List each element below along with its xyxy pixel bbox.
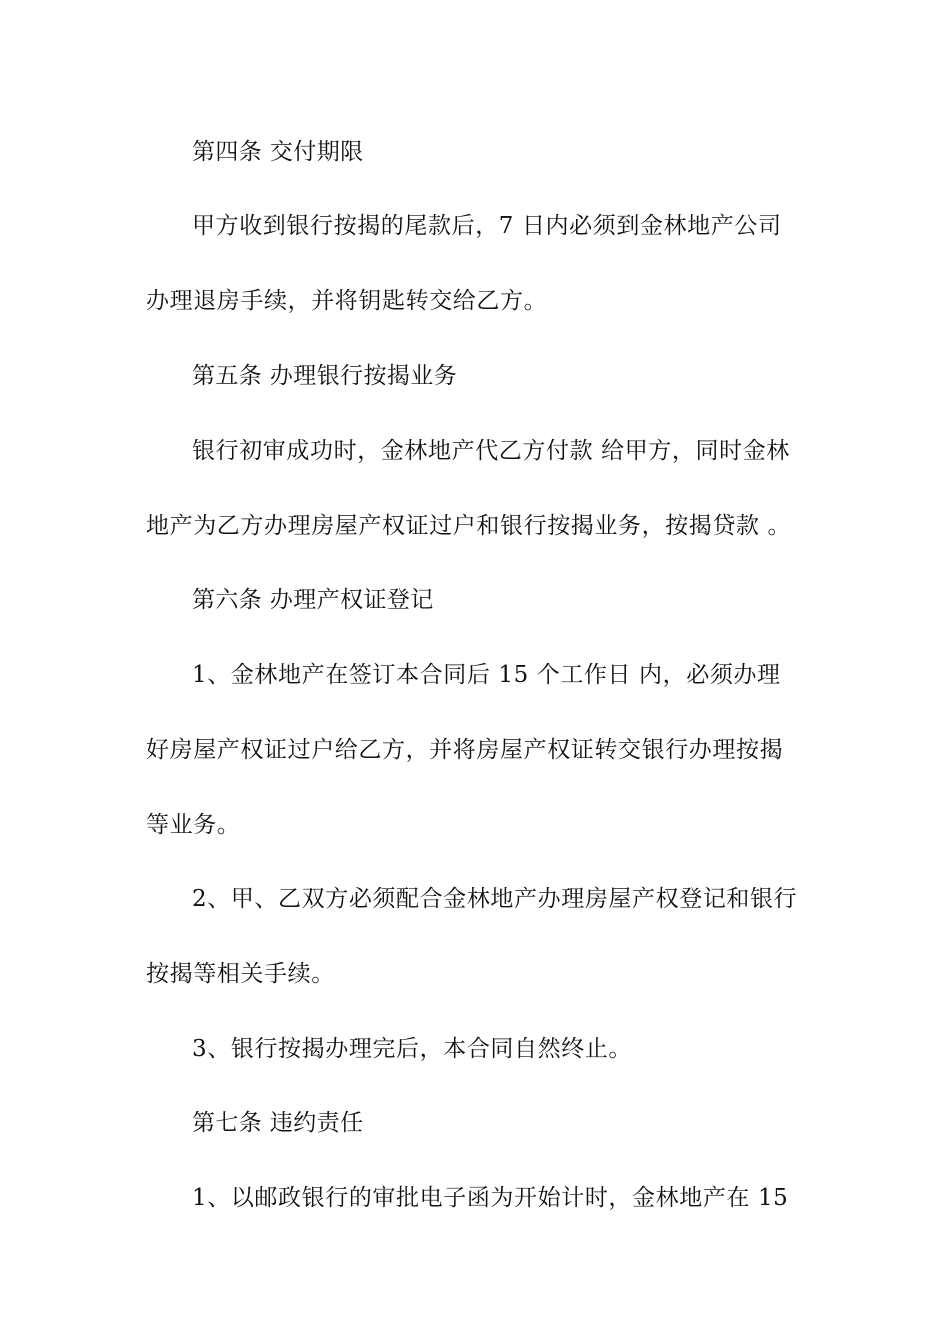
- article-5-paragraph-line-1: 银行初审成功时，金林地产代乙方付款 给甲方，同时金林: [192, 438, 790, 464]
- article-6-item-2-line-1: 2、甲、乙双方必须配合金林地产办理房屋产权登记和银行: [192, 886, 798, 912]
- article-4-title: 第四条 交付期限: [192, 139, 364, 165]
- article-4-paragraph-line-1: 甲方收到银行按揭的尾款后，7 日内必须到金林地产公司: [192, 213, 782, 239]
- article-6-title: 第六条 办理产权证登记: [192, 587, 434, 613]
- article-6-item-2-line-2: 按揭等相关手续。: [146, 961, 335, 987]
- article-6-item-3-line-1: 3、银行按揭办理完后，本合同自然终止。: [192, 1036, 633, 1062]
- article-6-item-1-line-3: 等业务。: [146, 812, 241, 838]
- article-6-item-1-line-1: 1、金林地产在签订本合同后 15 个工作日 内，必须办理: [192, 662, 781, 688]
- article-4-paragraph-line-2: 办理退房手续，并将钥匙转交给乙方。: [146, 288, 548, 314]
- article-5-paragraph-line-2: 地产为乙方办理房屋产权证过户和银行按揭业务，按揭贷款 。: [146, 513, 792, 539]
- article-7-title: 第七条 违约责任: [192, 1110, 364, 1136]
- article-7-item-1-line-1: 1、以邮政银行的审批电子函为开始计时，金林地产在 15: [192, 1185, 789, 1211]
- article-5-title: 第五条 办理银行按揭业务: [192, 363, 458, 389]
- article-6-item-1-line-2: 好房屋产权证过户给乙方，并将房屋产权证转交银行办理按揭: [146, 737, 784, 763]
